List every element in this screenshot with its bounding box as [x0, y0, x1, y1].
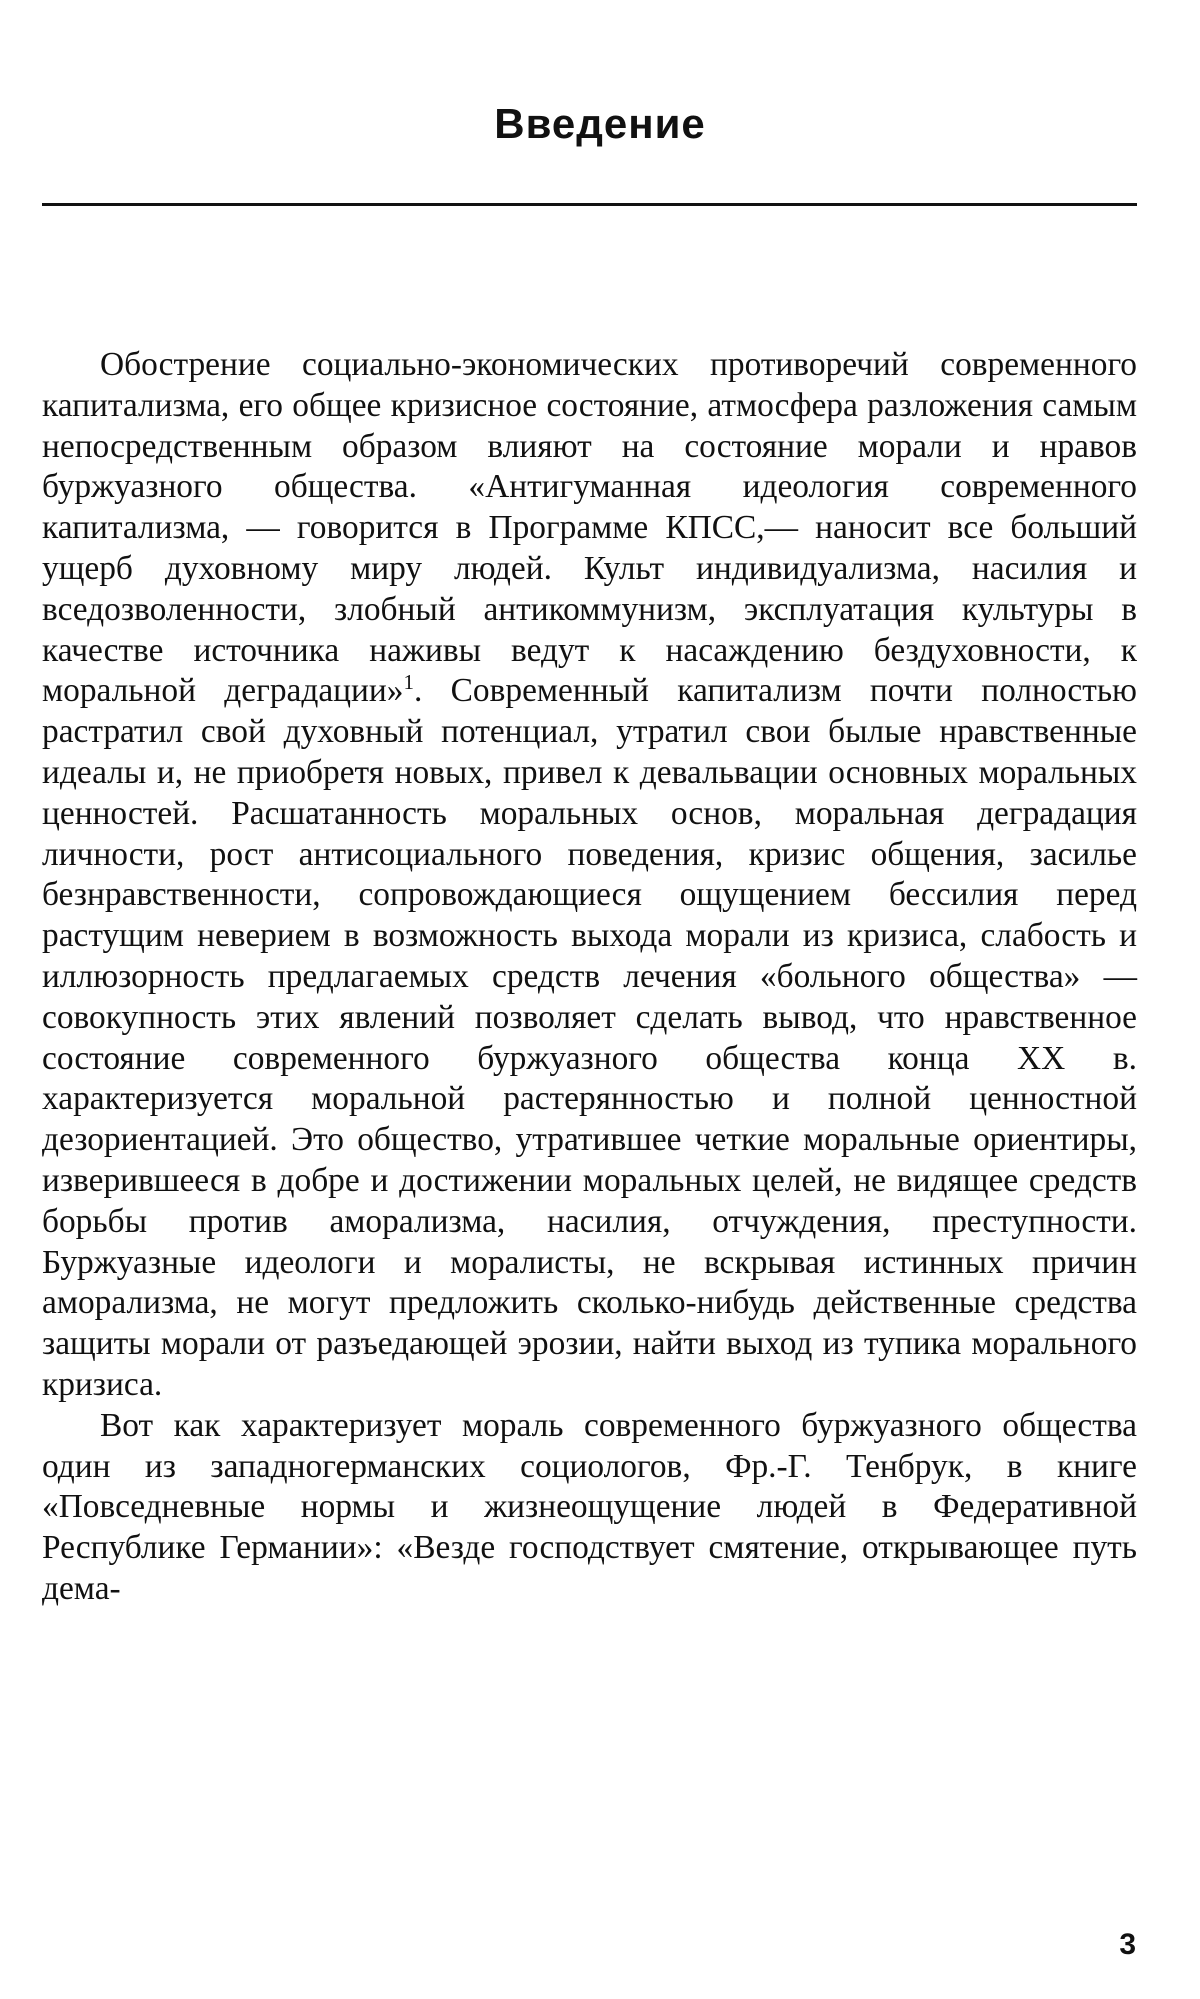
page-number: 3 — [1119, 1928, 1136, 1961]
body-text — [42, 345, 1137, 1610]
paragraph-1-continuation: . Современный капитализм почти полностью растратил свой духовный потенциал, утратил свои былые нравственные идеалы и, не приобретя новых, привел к девальвации основных моральных ценностей. Расшатанность моральных основ, моральная деградация личности, рост антисоциального поведения, кризис общения, засилье безнравственности, сопровождающиеся ощущением бессилия перед растущим неверием в возможность выхода морали из кризиса, слабость и иллюзорность предлагаемых средств лечения «больного общества» — совокупность этих явлений позволяет сделать вывод, что нравственное состояние современного буржуазного общества конца XX в. характеризуется моральной растерянностью и полной ценностной дезориентацией. Это общество, утратившее четкие моральные ориентиры, изверившееся в добре и достижении моральных целей, не видящее средств борьбы против аморализма, насилия, отчуждения, преступности. Буржуазные идеологи и моралисты, не вскрывая истинных причин аморализма, не могут предложить сколько-нибудь действенные средства защиты морали от разъедающей эрозии, найти выход из тупика морального кризиса. — [42, 672, 1137, 1403]
footnote-reference: 1 — [403, 670, 414, 695]
paragraph-1-text: Обострение социально-экономических противоречий современного капитализма, его общее кризисное состояние, атмосфера разложения самым непосредственным образом влияют на состояние морали и нравов буржуазного общества. «Антигуманная идеология современного капитализма, — говорится в Программе КПСС,— наносит все больший ущерб духовному миру людей. Культ индивидуализма, насилия и вседозволенности, злобный антикоммунизм, эксплуатация культуры в качестве источника наживы ведут к насаждению бездуховности, к моральной деградации» — [42, 346, 1137, 710]
heading-rule — [42, 203, 1137, 206]
paragraph-2: Вот как характеризует мораль современного буржуазного общества один из западногерманских социологов, Фр.-Г. Тенбрук, в книге «Повседневные нормы и жизнеощущение людей в Федеративной Республике Германии»: «Везде господствует смятение, открывающее путь дема- — [42, 1406, 1137, 1607]
chapter-heading: Введение — [494, 100, 706, 147]
paragraph-1 — [42, 345, 1137, 1406]
